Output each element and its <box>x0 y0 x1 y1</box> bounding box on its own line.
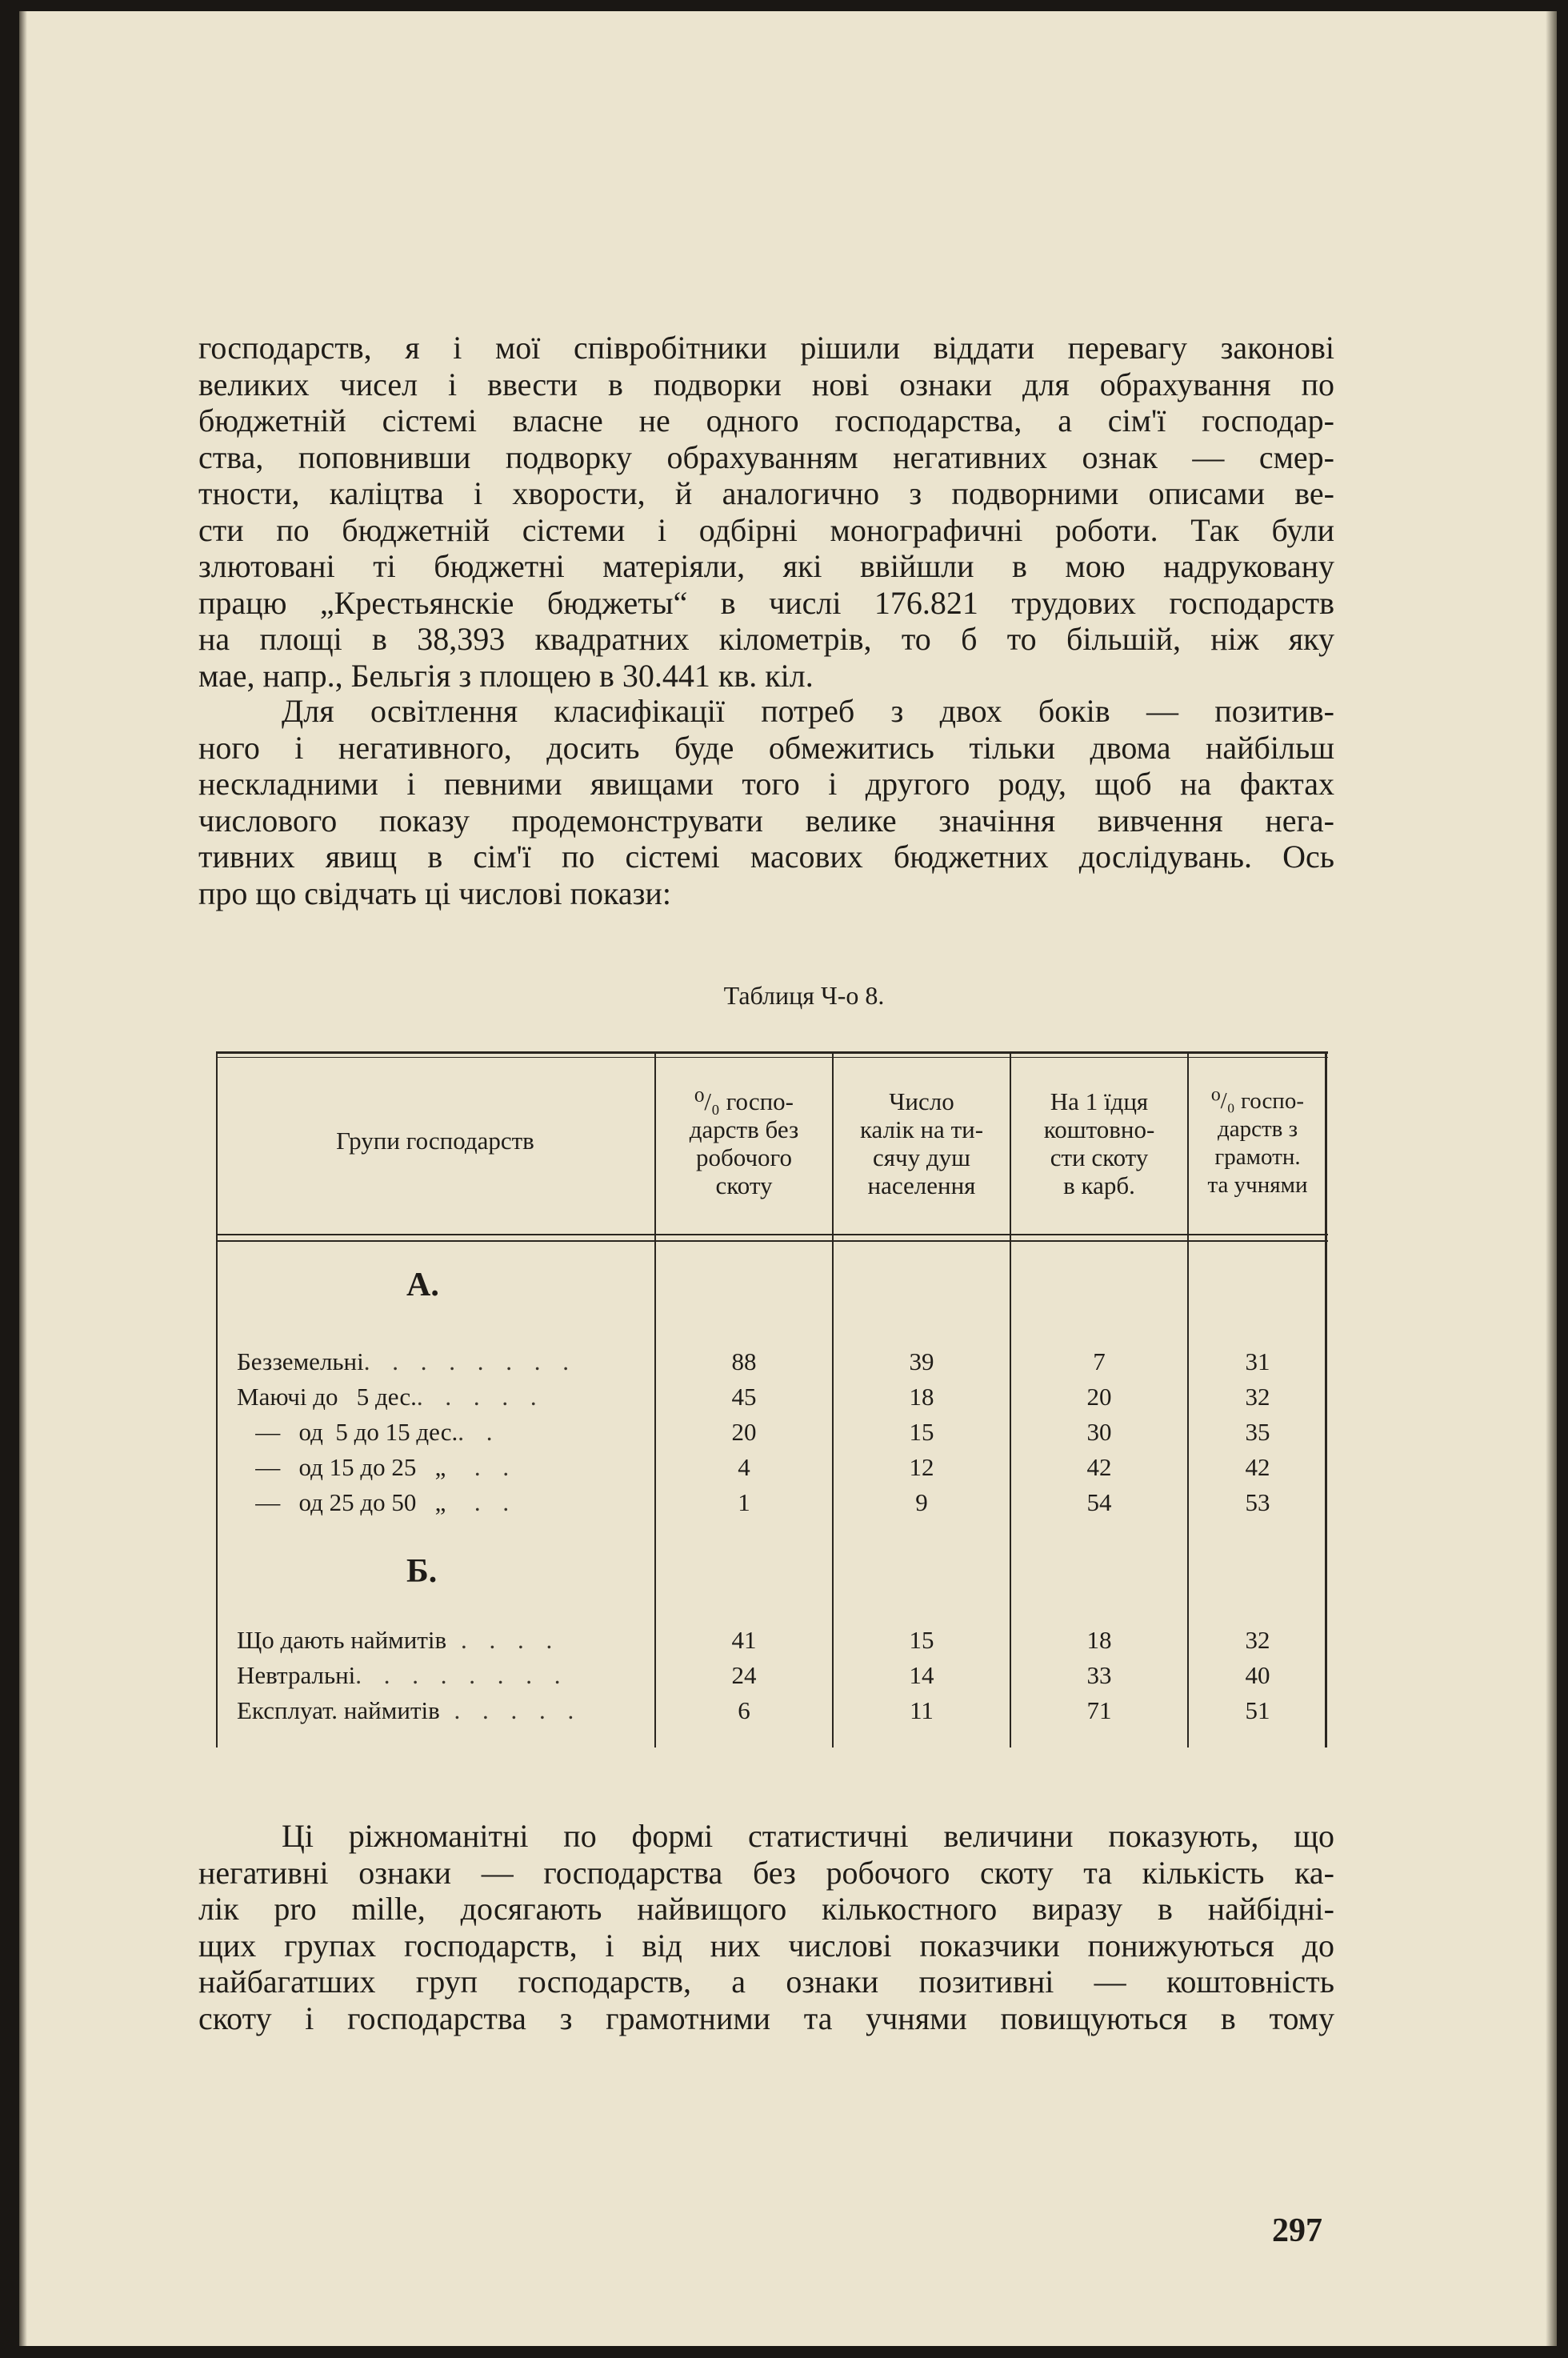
text-line: ного і негативного, досить буде обмежитись тільки двома найбільш <box>198 729 1334 766</box>
header-line: дарств без <box>689 1115 799 1143</box>
table-cell: 32 <box>1245 1383 1270 1411</box>
header-line: ⁰/₀ госпо- <box>694 1087 794 1115</box>
table-cell: 18 <box>909 1383 934 1411</box>
table-cell: 24 <box>731 1661 757 1689</box>
text-line: нескладними і певними явищами того і другого роду, щоб на фактах <box>198 766 1334 802</box>
header-line: дарств з <box>1217 1116 1298 1142</box>
page-number: 297 <box>1272 2212 1322 2249</box>
row-label-text: Що дають наймитів <box>237 1626 447 1654</box>
header-rule-second <box>216 1240 1328 1242</box>
text-line: про що свідчать ці числові покази: <box>198 875 671 911</box>
header-line: сти скоту <box>1050 1143 1149 1171</box>
row-label <box>237 1488 653 1517</box>
table-cell: 40 <box>1245 1661 1270 1689</box>
text-line: злютовані ті бюджетні матеріяли, які ввійшли в мою надруковану <box>198 548 1334 584</box>
text-line: сти по бюджетній сістеми і одбірні монографичні роботи. Так були <box>198 511 1334 548</box>
row-label <box>237 1347 653 1376</box>
leader-dots: . . . . <box>446 1626 561 1654</box>
row-label <box>237 1626 653 1655</box>
text-line: великих чисел і ввести в подворки нові ознаки для обрахування по <box>198 366 1334 402</box>
table-top-rule-thin <box>216 1057 1328 1058</box>
row-label-text: — од 5 до 15 дес. <box>237 1418 458 1446</box>
text-line: найбагатших груп господарств, а ознаки позитивні — коштовність <box>198 1964 1334 2000</box>
table-caption: Таблиця Ч-о 8. <box>723 981 885 1010</box>
row-label-text: Безземельні <box>237 1347 364 1375</box>
header-groups: Групи господарств <box>336 1127 534 1155</box>
leader-dots: . . . . . . . . <box>363 1347 578 1375</box>
table-cell: 30 <box>1086 1418 1112 1446</box>
text-line: тивних явищ в сім'ї по сістемі масових бюджетних дослідувань. Ось <box>198 839 1334 875</box>
table-cell: 4 <box>738 1453 750 1481</box>
section-b-letter: Б. <box>406 1553 438 1590</box>
header-line: в карб. <box>1063 1171 1135 1199</box>
table-cell: 9 <box>915 1488 928 1516</box>
text-line: тности, каліцтва і хворости, й аналогично з подворними описами ве- <box>198 475 1334 511</box>
text-line: мае, напр., Бельгія з площею в 30.441 кв. кіл. <box>198 657 814 694</box>
row-label-text: Невтральні <box>237 1661 356 1689</box>
header-disabled-per-thousand <box>834 1087 1010 1199</box>
leader-dots: . . <box>446 1488 518 1516</box>
statistics-table <box>216 1051 1328 1747</box>
table-cell: 7 <box>1093 1347 1106 1375</box>
text-line: Для освітлення класифікації потреб з двох боків — позитив- <box>282 693 1334 729</box>
header-line: скоту <box>715 1171 773 1199</box>
table-cell: 53 <box>1245 1488 1270 1516</box>
table-cell: 15 <box>909 1418 934 1446</box>
text-line: працю „Крестьянскіе бюджеты“ в числі 176.821 трудових господарств <box>198 584 1334 621</box>
paragraph-3 <box>198 1818 1334 2036</box>
table-cell: 39 <box>909 1347 934 1375</box>
header-line: та учнями <box>1207 1172 1308 1198</box>
text-line: негативні ознаки — господарства без робочого скоту та кількість ка- <box>198 1854 1334 1891</box>
header-line: робочого <box>695 1143 792 1171</box>
table-cell: 1 <box>738 1488 750 1516</box>
table-cell: 45 <box>731 1383 757 1411</box>
row-label-text: Експлуат. наймитів <box>237 1696 440 1724</box>
header-line: На 1 їдця <box>1050 1087 1149 1115</box>
text-line: бюджетній сістемі власне не одного господарства, а сім'ї господар- <box>198 402 1334 438</box>
header-no-livestock <box>656 1087 832 1199</box>
text-line: лік pro mille, досягають найвищого кількостного виразу в найбідні- <box>198 1891 1334 1927</box>
row-label <box>237 1453 653 1482</box>
page-left-edge <box>19 11 27 2346</box>
paragraph-1 <box>198 330 1334 694</box>
column-divider <box>216 1051 218 1747</box>
section-a-letter: А. <box>406 1267 439 1303</box>
table-cell: 20 <box>1086 1383 1112 1411</box>
header-line: грамотн. <box>1214 1144 1301 1170</box>
row-label <box>237 1661 653 1690</box>
header-rule <box>216 1234 1328 1235</box>
table-cell: 71 <box>1086 1696 1112 1724</box>
table-cell: 35 <box>1245 1418 1270 1446</box>
table-cell: 51 <box>1245 1696 1270 1724</box>
header-line: коштовно- <box>1043 1115 1155 1143</box>
header-line: населення <box>867 1171 976 1199</box>
table-cell: 31 <box>1245 1347 1270 1375</box>
leader-dots: . . . . . . . . <box>355 1661 569 1689</box>
row-label-text: Маючі до 5 дес. <box>237 1383 417 1411</box>
table-cell: 11 <box>910 1696 934 1724</box>
paragraph-2 <box>198 693 1334 911</box>
table-cell: 41 <box>731 1626 757 1654</box>
leader-dots: . . <box>458 1418 501 1446</box>
table-cell: 32 <box>1245 1626 1270 1654</box>
row-label-text: — од 25 до 50 „ <box>237 1488 446 1516</box>
table-cell: 6 <box>738 1696 750 1724</box>
text-line: числового показу продемонструвати велике значіння вивчення нега- <box>198 802 1334 839</box>
row-label <box>237 1696 653 1725</box>
page-right-edge <box>1546 11 1557 2346</box>
table-cell: 42 <box>1086 1453 1112 1481</box>
book-page <box>19 11 1557 2346</box>
table-cell: 54 <box>1086 1488 1112 1516</box>
table-cell: 42 <box>1245 1453 1270 1481</box>
text-line: господарств, я і мої співробітники рішили віддати перевагу законові <box>198 330 1334 366</box>
leader-dots: . . . . . <box>416 1383 545 1411</box>
header-literate <box>1189 1087 1326 1199</box>
text-line: ства, поповнивши подворку обрахуванням негативних ознак — смер- <box>198 438 1334 475</box>
table-top-rule <box>216 1051 1328 1054</box>
header-line: Число <box>889 1087 954 1115</box>
leader-dots: . . <box>446 1453 518 1481</box>
header-line: ⁰/₀ госпо- <box>1211 1088 1304 1114</box>
table-cell: 12 <box>909 1453 934 1481</box>
row-label <box>237 1383 653 1411</box>
text-line: скоту і господарства з грамотними та учнями повищуються в тому <box>198 2000 1334 2036</box>
row-label-text: — од 15 до 25 „ <box>237 1453 446 1481</box>
table-cell: 18 <box>1086 1626 1112 1654</box>
leader-dots: . . . . . <box>439 1696 582 1724</box>
table-cell: 14 <box>909 1661 934 1689</box>
header-line: калік на ти- <box>859 1115 984 1143</box>
table-cell: 33 <box>1086 1661 1112 1689</box>
header-line: сячу душ <box>872 1143 970 1171</box>
table-cell: 20 <box>731 1418 757 1446</box>
table-cell: 88 <box>731 1347 757 1375</box>
text-line: щих групах господарств, і від них числові показчики понижуються до <box>198 1927 1334 1964</box>
row-label <box>237 1418 653 1447</box>
text-line: на площі в 38,393 квадратних кілометрів, то б то більшій, ніж яку <box>198 621 1334 657</box>
table-cell: 15 <box>909 1626 934 1654</box>
header-livestock-value <box>1011 1087 1187 1199</box>
text-line: Ці ріжноманітні по формі статистичні величини показують, що <box>282 1818 1334 1854</box>
